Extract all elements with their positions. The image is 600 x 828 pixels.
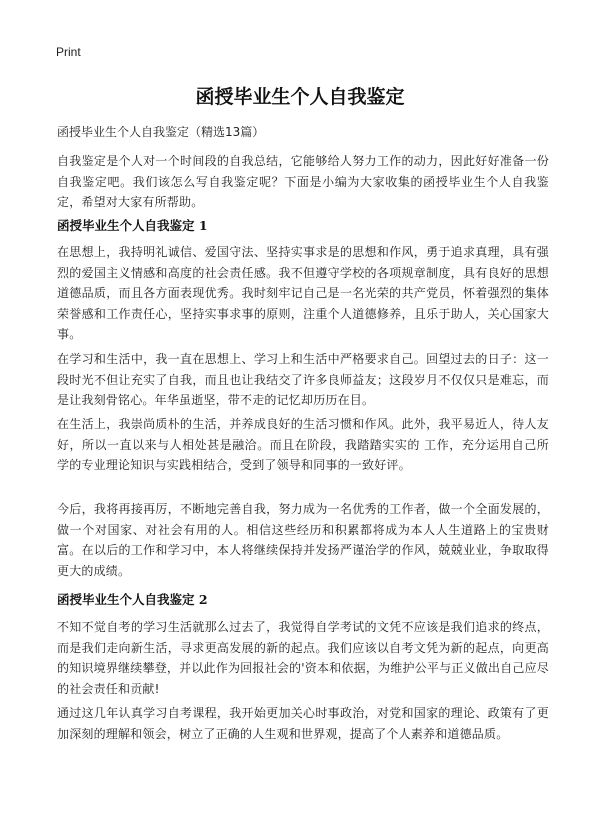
section-1-paragraph-2: 在学习和生活中，我一直在思想上、学习上和生活中严格要求自己。回望过去的日子：这一段时光不但让充实了自我，而且也让我结交了许多良师益友；这段岁月不仅仅只是难忘，而是让我刻骨铭心。年华虽逝坚，带不走的记忆却历历在目。 [57,352,549,407]
section-1-paragraph-4: 今后，我将再接再厉，不断地完善自我，努力成为一名优秀的工作者，做一个全面发展的，做一个对国家、对社会有用的人。相信这些经历和积累都将成为本人人生道路上的宝贵财富。在以后的工作和学习中，本人将继续保持并发扬严谨治学的作风，兢兢业业，争取取得更大的成绩。 [57,502,549,578]
section-2-paragraph-2: 通过这几年认真学习自考课程，我开始更加关心时事政治，对党和国家的理论、政策有了更加深刻的理解和领会，树立了正确的人生观和世界观，提高了个人素养和道德品质。 [57,706,549,741]
section-heading-1: 函授毕业生个人自我鉴定 1 [57,218,208,233]
page-title: 函授毕业生个人自我鉴定 [195,86,405,108]
print-link[interactable]: Print [56,45,81,59]
section-1-paragraph-3: 在生活上，我崇尚质朴的生活，并养成良好的生活习惯和作风。此外，我平易近人，待人友好，所以一直以来与人相处甚是融洽。而且在阶段，我踏踏实实的 工作，充分运用自己所学的专业理论知识与实践相结合，受到了领导和同事的一致好评。 [57,417,549,472]
section-1-paragraph-1: 在思想上，我持明礼诚信、爱国守法、坚持实事求是的思想和作风，勇于追求真理，具有强烈的爱国主义情感和高度的社会责任感。我不但遵守学校的各项规章制度，具有良好的思想道德品质，而且各方面表现优秀。我时刻牢记自己是一名光荣的共产党员，怀着强烈的集体荣誉感和工作责任心，坚持实事求事的原则，注重个人道德修养，且乐于助人，关心国家大事。 [57,245,549,341]
intro-paragraph: 自我鉴定是个人对一个时间段的自我总结，它能够给人努力工作的动力，因此好好准备一份自我鉴定吧。我们该怎么写自我鉴定呢？下面是小编为大家收集的函授毕业生个人自我鉴定，希望对大家有所帮助。 [57,154,549,209]
document-subtitle: 函授毕业生个人自我鉴定（精选13篇） [57,125,265,139]
section-heading-2: 函授毕业生个人自我鉴定 2 [57,592,208,607]
section-2-paragraph-1: 不知不觉自考的学习生活就那么过去了，我觉得自学考试的文凭不应该是我们追求的终点，而是我们走向新生活，寻求更高发展的新的起点。我们应该以自考文凭为新的起点，向更高的知识境界继续攀登，并以此作为回报社会的'资本和依据，为维护公平与正义做出自己应尽的社会责任和贡献! [57,620,549,696]
